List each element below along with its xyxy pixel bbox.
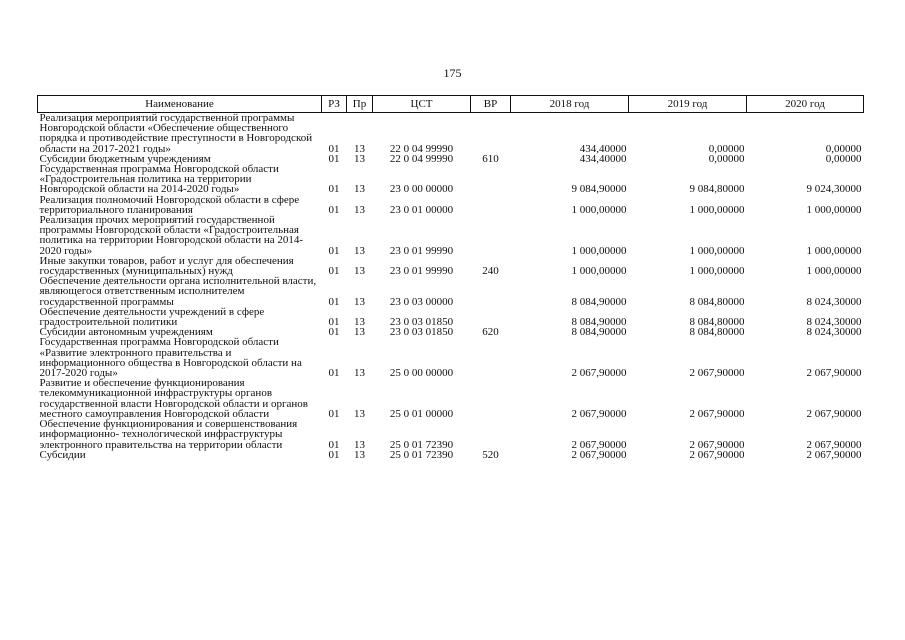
cell-rz: 01 (328, 295, 340, 308)
cell-2018: 434,40000 (579, 152, 627, 165)
cell-vr (471, 307, 511, 327)
cell-2018: 1 000,00000 (571, 203, 627, 216)
cell-rz: 01 (328, 367, 340, 380)
cell-2018: 2 067,90000 (571, 438, 627, 451)
cell-rz: 01 (328, 326, 340, 339)
cell-name: Государственная программа Новгородской области «Градостроительная политика на территории Новгородской области на 2014-2020 годы» (39, 163, 279, 196)
cell-2020: 0,00000 (825, 142, 862, 155)
page-number: 175 (443, 66, 462, 80)
cell-rz: 01 (328, 265, 340, 278)
header-2018: 2018 год (511, 96, 629, 113)
cell-2020: 2 067,90000 (806, 438, 862, 451)
cell-2020: 1 000,00000 (806, 265, 862, 278)
cell-2018: 2 067,90000 (571, 448, 627, 461)
header-2019: 2019 год (629, 96, 747, 113)
cell-2018: 1 000,00000 (571, 265, 627, 278)
cell-name: Обеспечение деятельности органа исполнительной власти, являющегося ответственным исполнителем государственной программы (39, 275, 317, 308)
cell-cst: 22 0 04 99990 (389, 142, 454, 155)
cell-vr: 620 (482, 326, 499, 339)
header-cst: ЦСТ (373, 96, 471, 113)
table-row (38, 419, 864, 450)
cell-vr: 610 (482, 152, 499, 165)
cell-cst: 23 0 03 00000 (389, 295, 454, 308)
cell-rz: 01 (328, 203, 340, 216)
table-body (38, 113, 864, 460)
cell-cst: 25 0 00 00000 (389, 367, 454, 380)
cell-name: Государственная программа Новгородской области «Развитие электронного правительства и информационного общества в Новгородской области на 2017-2020 годы» (39, 336, 302, 380)
cell-rz: 01 (328, 448, 340, 461)
cell-vr (471, 378, 511, 419)
cell-2019: 8 084,80000 (689, 295, 745, 308)
cell-cst: 23 0 03 01850 (389, 316, 454, 329)
cell-vr (471, 276, 511, 307)
cell-cst: 25 0 01 72390 (389, 448, 454, 461)
table-row (38, 164, 864, 195)
table-row (38, 378, 864, 419)
cell-pr: 13 (354, 152, 365, 165)
cell-cst: 23 0 00 00000 (389, 183, 454, 196)
cell-pr: 13 (354, 203, 365, 216)
cell-rz: 01 (328, 438, 340, 451)
cell-pr: 13 (354, 367, 365, 380)
cell-2020: 2 067,90000 (806, 448, 862, 461)
cell-vr: 240 (482, 265, 499, 278)
header-name: Наименование (38, 96, 322, 113)
cell-name: Обеспечение деятельности учреждений в сфере градостроительной политики (39, 305, 265, 329)
cell-rz: 01 (328, 407, 340, 420)
cell-2020: 8 024,30000 (806, 316, 862, 329)
table-row (38, 450, 864, 460)
cell-2018: 8 084,90000 (571, 295, 627, 308)
table-header-row (38, 96, 864, 113)
cell-pr: 13 (354, 316, 365, 329)
cell-pr: 13 (354, 244, 365, 257)
cell-2019: 0,00000 (708, 152, 745, 165)
cell-2020: 1 000,00000 (806, 244, 862, 257)
cell-name: Реализация прочих мероприятий государственной программы Новгородской области «Градостроительная политика на территории Новгородской области на 2014-2020 годы» (39, 214, 304, 257)
cell-2019: 2 067,90000 (689, 367, 745, 380)
cell-2019: 0,00000 (708, 142, 745, 155)
cell-cst: 23 0 01 99990 (389, 244, 454, 257)
cell-2020: 8 024,30000 (806, 326, 862, 339)
cell-pr: 13 (354, 183, 365, 196)
table-row (38, 215, 864, 256)
cell-2018: 8 084,90000 (571, 316, 627, 329)
cell-pr: 13 (354, 448, 365, 461)
table-row (38, 307, 864, 327)
cell-2019: 1 000,00000 (689, 244, 745, 257)
cell-2020: 2 067,90000 (806, 407, 862, 420)
cell-2020: 0,00000 (825, 152, 862, 165)
cell-cst: 23 0 03 01850 (389, 326, 454, 339)
cell-2019: 8 084,80000 (689, 326, 745, 339)
cell-cst: 25 0 01 72390 (389, 438, 454, 451)
cell-2018: 9 084,90000 (571, 183, 627, 196)
cell-name: Иные закупки товаров, работ и услуг для обеспечения государственных (муниципальных) нужд (39, 254, 294, 278)
cell-cst: 23 0 01 99990 (389, 265, 454, 278)
cell-2020: 9 024,30000 (806, 183, 862, 196)
cell-rz: 01 (328, 316, 340, 329)
cell-2018: 8 084,90000 (571, 326, 627, 339)
cell-vr (471, 215, 511, 256)
cell-rz: 01 (328, 183, 340, 196)
cell-name: Развитие и обеспечение функционирования телекоммуникационной инфраструктуры органов государственной власти Новгородской области и органов местного самоуправления Новгородской области (39, 377, 308, 420)
cell-pr: 13 (354, 295, 365, 308)
cell-name: Реализация полномочий Новгородской области в сфере территориального планирования (39, 193, 300, 216)
table-row (38, 195, 864, 215)
cell-2019: 8 084,80000 (689, 316, 745, 329)
cell-2018: 2 067,90000 (571, 367, 627, 380)
cell-2020: 1 000,00000 (806, 203, 862, 216)
cell-pr: 13 (354, 265, 365, 278)
cell-name: Субсидии автономным учреждениям (39, 326, 213, 339)
cell-2019: 2 067,90000 (689, 448, 745, 461)
header-rz: РЗ (322, 96, 347, 113)
cell-name: Субсидии бюджетным учреждениям (39, 152, 211, 165)
cell-pr: 13 (354, 326, 365, 339)
table-row (38, 256, 864, 276)
cell-2019: 1 000,00000 (689, 265, 745, 278)
cell-cst: 25 0 01 00000 (389, 407, 454, 420)
cell-2019: 2 067,90000 (689, 407, 745, 420)
cell-name: Реализация мероприятий государственной программы Новгородской области «Обеспечение общественного порядка и противодействие преступности в Новгородской области на 2017-2021 годы» (39, 112, 313, 155)
cell-vr (471, 337, 511, 378)
cell-cst: 22 0 04 99990 (389, 152, 454, 165)
cell-2020: 2 067,90000 (806, 367, 862, 380)
cell-vr (471, 419, 511, 450)
table-row (38, 337, 864, 378)
cell-name: Обеспечение функционирования и совершенствования информационно- технологической инфраструктуры электронного правительства на территории области (39, 418, 298, 451)
cell-2019: 9 084,80000 (689, 183, 745, 196)
cell-vr (471, 113, 511, 154)
cell-2018: 1 000,00000 (571, 244, 627, 257)
cell-rz: 01 (328, 142, 340, 155)
cell-rz: 01 (328, 152, 340, 165)
cell-name: Субсидии (39, 448, 86, 461)
cell-vr (471, 195, 511, 215)
table-row (38, 113, 864, 154)
cell-2018: 434,40000 (579, 142, 627, 155)
cell-2019: 1 000,00000 (689, 203, 745, 216)
cell-pr: 13 (354, 142, 365, 155)
cell-2018: 2 067,90000 (571, 407, 627, 420)
header-2020: 2020 год (747, 96, 864, 113)
table-row (38, 276, 864, 307)
cell-vr (471, 164, 511, 195)
cell-rz: 01 (328, 244, 340, 257)
cell-pr: 13 (354, 407, 365, 420)
budget-table (37, 95, 864, 460)
cell-vr: 520 (482, 448, 499, 461)
cell-pr: 13 (354, 438, 365, 451)
header-pr: Пр (347, 96, 373, 113)
cell-2019: 2 067,90000 (689, 438, 745, 451)
cell-cst: 23 0 01 00000 (389, 203, 454, 216)
cell-2020: 8 024,30000 (806, 295, 862, 308)
header-vr: ВР (471, 96, 511, 113)
